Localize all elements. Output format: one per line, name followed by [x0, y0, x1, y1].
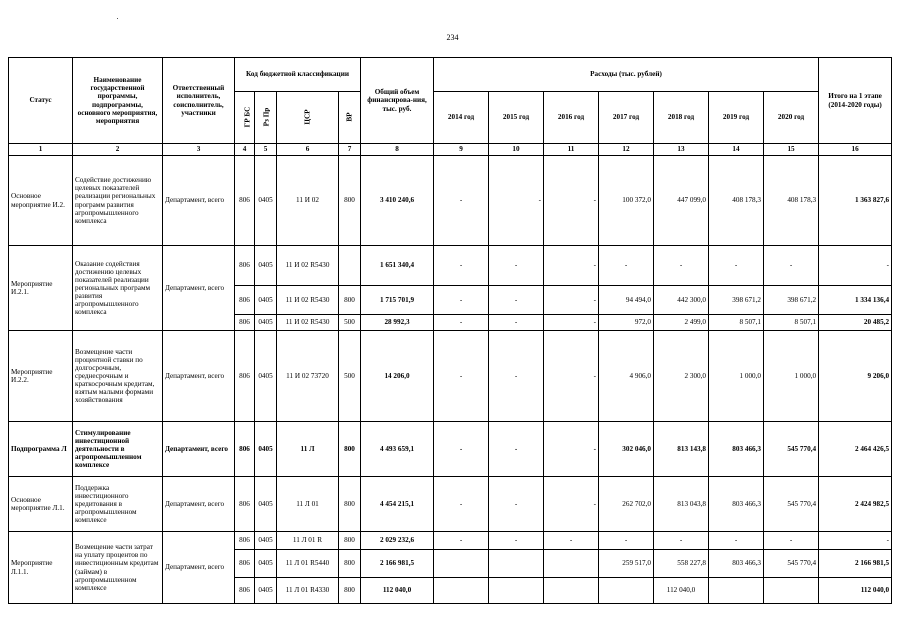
cell-2018: 447 099,0	[654, 156, 709, 246]
cell-2015	[489, 578, 544, 604]
cell-2014: -	[434, 286, 489, 315]
cell-2014: -	[434, 246, 489, 286]
cell-2020: 545 770,4	[764, 422, 819, 477]
header-vr: ВР	[339, 92, 361, 144]
cell-rzpr: 0405	[255, 246, 277, 286]
cell-stage-total: 1 363 827,6	[819, 156, 892, 246]
column-number: 5	[255, 144, 277, 156]
cell-2014	[434, 550, 489, 578]
cell-rzpr: 0405	[255, 315, 277, 331]
cell-csr: 11 И 02 R5430	[277, 246, 339, 286]
cell-2017: -	[599, 246, 654, 286]
cell-2015: -	[489, 286, 544, 315]
cell-2014: -	[434, 156, 489, 246]
header-year: 2019 год	[709, 92, 764, 144]
cell-csr: 11 Л 01 R4330	[277, 578, 339, 604]
cell-2020: 545 770,4	[764, 477, 819, 532]
cell-total: 4 454 215,1	[361, 477, 434, 532]
cell-total: 1 651 340,4	[361, 246, 434, 286]
row-name: Возмещение части процентной ставки по долгосрочным, среднесрочным и краткосрочным кредитам, взятым малыми формами хозяйствования	[73, 331, 163, 422]
table-row	[9, 532, 892, 550]
cell-stage-total: 9 206,0	[819, 331, 892, 422]
cell-2016	[544, 550, 599, 578]
cell-vr: 800	[339, 532, 361, 550]
row-responsible: Департамент, всего	[163, 246, 235, 331]
cell-2019: 1 000,0	[709, 331, 764, 422]
row-responsible: Департамент, всего	[163, 331, 235, 422]
cell-rzpr: 0405	[255, 156, 277, 246]
cell-stage-total: 112 040,0	[819, 578, 892, 604]
header-rzpr: Рз Пр	[255, 92, 277, 144]
cell-2017: 4 906,0	[599, 331, 654, 422]
header-year: 2014 год	[434, 92, 489, 144]
cell-2018: 442 300,0	[654, 286, 709, 315]
table-row	[9, 477, 892, 532]
cell-2017: 259 517,0	[599, 550, 654, 578]
cell-2017: 94 494,0	[599, 286, 654, 315]
cell-2019: 408 178,3	[709, 156, 764, 246]
cell-2014: -	[434, 477, 489, 532]
cell-grbs: 806	[235, 422, 255, 477]
cell-vr: 500	[339, 331, 361, 422]
cell-grbs: 806	[235, 331, 255, 422]
column-number: 15	[764, 144, 819, 156]
column-number: 2	[73, 144, 163, 156]
cell-total: 4 493 659,1	[361, 422, 434, 477]
header-expenses: Расходы (тыс. рублей)	[434, 58, 819, 92]
row-status: Основное мероприятие Л.1.	[9, 477, 73, 532]
cell-2015: -	[489, 331, 544, 422]
cell-total: 112 040,0	[361, 578, 434, 604]
cell-2018: 2 300,0	[654, 331, 709, 422]
column-number: 6	[277, 144, 339, 156]
cell-2019: 803 466,3	[709, 477, 764, 532]
cell-stage-total: -	[819, 532, 892, 550]
header-year: 2017 год	[599, 92, 654, 144]
cell-csr: 11 И 02 73720	[277, 331, 339, 422]
cell-2017: -	[599, 532, 654, 550]
cell-rzpr: 0405	[255, 578, 277, 604]
column-number: 7	[339, 144, 361, 156]
cell-2019: 8 507,1	[709, 315, 764, 331]
cell-rzpr: 0405	[255, 550, 277, 578]
cell-total: 28 992,3	[361, 315, 434, 331]
cell-total: 2 029 232,6	[361, 532, 434, 550]
cell-2016	[544, 578, 599, 604]
row-status: Подпрограмма Л	[9, 422, 73, 477]
cell-2018: 2 499,0	[654, 315, 709, 331]
cell-rzpr: 0405	[255, 422, 277, 477]
column-number: 16	[819, 144, 892, 156]
cell-total: 3 410 240,6	[361, 156, 434, 246]
cell-grbs: 806	[235, 578, 255, 604]
cell-2016: -	[544, 477, 599, 532]
cell-grbs: 806	[235, 315, 255, 331]
cell-csr: 11 И 02	[277, 156, 339, 246]
cell-2019	[709, 578, 764, 604]
cell-vr: 500	[339, 315, 361, 331]
cell-2018: 813 143,8	[654, 422, 709, 477]
cell-2020: 1 000,0	[764, 331, 819, 422]
cell-2016: -	[544, 331, 599, 422]
cell-2015: -	[489, 156, 544, 246]
cell-2015: -	[489, 315, 544, 331]
cell-2015: -	[489, 422, 544, 477]
cell-vr: 800	[339, 477, 361, 532]
header-grbs: ГР БС	[235, 92, 255, 144]
row-name: Содействие достижению целевых показателей реализации региональных программ развития агропромышленного комплекса	[73, 156, 163, 246]
cell-2020: 545 770,4	[764, 550, 819, 578]
row-status: Мероприятие Л.1.1.	[9, 532, 73, 604]
table-row	[9, 246, 892, 286]
cell-vr: 800	[339, 286, 361, 315]
cell-stage-total: 20 485,2	[819, 315, 892, 331]
cell-2020: -	[764, 246, 819, 286]
cell-stage-total: 2 166 981,5	[819, 550, 892, 578]
cell-2016: -	[544, 286, 599, 315]
cell-2020: 398 671,2	[764, 286, 819, 315]
header-budget-code: Код бюджетной классификации	[235, 58, 361, 92]
cell-2014	[434, 578, 489, 604]
cell-2015: -	[489, 246, 544, 286]
cell-2014: -	[434, 331, 489, 422]
cell-rzpr: 0405	[255, 477, 277, 532]
cell-csr: 11 И 02 R5430	[277, 286, 339, 315]
cell-grbs: 806	[235, 286, 255, 315]
header-year: 2020 год	[764, 92, 819, 144]
cell-vr: 800	[339, 578, 361, 604]
cell-2017: 262 702,0	[599, 477, 654, 532]
cell-csr: 11 И 02 R5430	[277, 315, 339, 331]
cell-2020: 8 507,1	[764, 315, 819, 331]
column-number: 1	[9, 144, 73, 156]
table-row	[9, 331, 892, 422]
scan-speck	[117, 18, 118, 19]
cell-2017: 302 046,0	[599, 422, 654, 477]
header-year: 2018 год	[654, 92, 709, 144]
cell-2016: -	[544, 532, 599, 550]
header-name: Наименование государственной программы, подпрограммы, основного мероприятия, мероприятия	[73, 58, 163, 144]
cell-csr: 11 Л 01 R5440	[277, 550, 339, 578]
cell-2016: -	[544, 315, 599, 331]
column-number: 10	[489, 144, 544, 156]
cell-2018: -	[654, 246, 709, 286]
cell-2015: -	[489, 532, 544, 550]
row-responsible: Департамент, всего	[163, 532, 235, 604]
cell-grbs: 806	[235, 156, 255, 246]
header-csr: ЦСР	[277, 92, 339, 144]
column-number: 11	[544, 144, 599, 156]
cell-2018: 813 043,8	[654, 477, 709, 532]
cell-csr: 11 Л 01	[277, 477, 339, 532]
cell-2019: 398 671,2	[709, 286, 764, 315]
cell-grbs: 806	[235, 246, 255, 286]
cell-stage-total: 2 424 982,5	[819, 477, 892, 532]
column-number: 8	[361, 144, 434, 156]
cell-csr: 11 Л 01 R	[277, 532, 339, 550]
cell-2015: -	[489, 477, 544, 532]
header-status: Статус	[9, 58, 73, 144]
header-total-volume: Общий объем финансирова-ния, тыс. руб.	[361, 58, 434, 144]
table-row	[9, 156, 892, 246]
row-name: Поддержка инвестиционного кредитования в агропромышленном комплексе	[73, 477, 163, 532]
cell-2017: 972,0	[599, 315, 654, 331]
cell-2017: 100 372,0	[599, 156, 654, 246]
column-number: 4	[235, 144, 255, 156]
cell-2019: -	[709, 246, 764, 286]
column-number-row	[9, 144, 892, 156]
cell-2014: -	[434, 422, 489, 477]
header-responsible: Ответственный исполнитель, соисполнитель, участники	[163, 58, 235, 144]
column-number: 14	[709, 144, 764, 156]
page-number: 234	[446, 33, 459, 42]
cell-stage-total: 1 334 136,4	[819, 286, 892, 315]
cell-vr	[339, 246, 361, 286]
cell-csr: 11 Л	[277, 422, 339, 477]
cell-vr: 800	[339, 550, 361, 578]
cell-rzpr: 0405	[255, 532, 277, 550]
cell-rzpr: 0405	[255, 331, 277, 422]
cell-2019: -	[709, 532, 764, 550]
cell-grbs: 806	[235, 532, 255, 550]
row-responsible: Департамент, всего	[163, 156, 235, 246]
cell-2018: 558 227,8	[654, 550, 709, 578]
cell-grbs: 806	[235, 477, 255, 532]
row-name: Оказание содействия достижению целевых показателей реализации региональных программ развития агропромышленного комплекса	[73, 246, 163, 331]
cell-grbs: 806	[235, 550, 255, 578]
column-number: 13	[654, 144, 709, 156]
header-stage-total: Итого на 1 этапе (2014-2020 годы)	[819, 58, 892, 144]
cell-2019: 803 466,3	[709, 550, 764, 578]
column-number: 3	[163, 144, 235, 156]
cell-stage-total: -	[819, 246, 892, 286]
row-name: Стимулирование инвестиционной деятельности в агропромышленном комплексе	[73, 422, 163, 477]
row-status: Мероприятие И.2.1.	[9, 246, 73, 331]
cell-2016: -	[544, 422, 599, 477]
cell-2020	[764, 578, 819, 604]
cell-2016: -	[544, 246, 599, 286]
header-year: 2015 год	[489, 92, 544, 144]
row-status: Основное мероприятие И.2.	[9, 156, 73, 246]
row-responsible: Департамент, всего	[163, 477, 235, 532]
row-responsible: Департамент, всего	[163, 422, 235, 477]
cell-2014: -	[434, 532, 489, 550]
row-name: Возмещение части затрат на уплату процентов по инвестиционным кредитам (займам) в агропромышленном комплексе	[73, 532, 163, 604]
cell-vr: 800	[339, 156, 361, 246]
cell-2018: 112 040,0	[654, 578, 709, 604]
cell-stage-total: 2 464 426,5	[819, 422, 892, 477]
cell-2019: 803 466,3	[709, 422, 764, 477]
cell-rzpr: 0405	[255, 286, 277, 315]
row-status: Мероприятие И.2.2.	[9, 331, 73, 422]
cell-2017	[599, 578, 654, 604]
cell-2015	[489, 550, 544, 578]
header-row-1	[9, 58, 892, 92]
cell-2020: 408 178,3	[764, 156, 819, 246]
cell-2018: -	[654, 532, 709, 550]
cell-total: 1 715 701,9	[361, 286, 434, 315]
column-number: 9	[434, 144, 489, 156]
table-row	[9, 422, 892, 477]
column-number: 12	[599, 144, 654, 156]
budget-table	[8, 57, 892, 604]
cell-vr: 800	[339, 422, 361, 477]
cell-total: 14 206,0	[361, 331, 434, 422]
cell-2016: -	[544, 156, 599, 246]
cell-2014: -	[434, 315, 489, 331]
header-year: 2016 год	[544, 92, 599, 144]
cell-2020: -	[764, 532, 819, 550]
cell-total: 2 166 981,5	[361, 550, 434, 578]
